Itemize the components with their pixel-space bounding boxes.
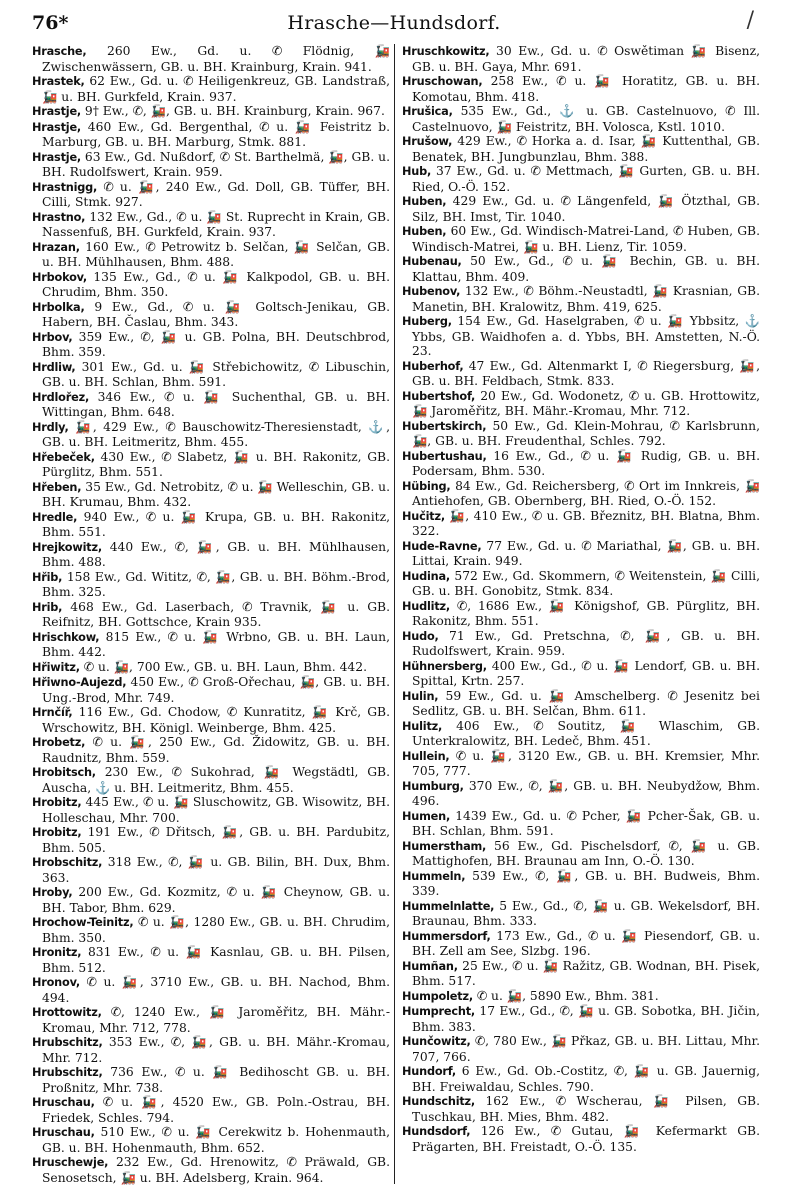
gazetteer-entry: [32, 540, 390, 570]
gazetteer-entry: [32, 300, 390, 330]
entry-headword: Hřebeček,: [32, 450, 95, 464]
entry-text: 468 Ew., Gd. Laserbach, ✆ Travnik, 🚂 u. GB. Reifnitz, BH. Gottschce, Krain 935.: [42, 599, 390, 629]
gazetteer-entry: [32, 735, 390, 765]
entry-headword: Hrottowitz,: [32, 1006, 102, 1019]
gazetteer-entry: [402, 1124, 760, 1154]
entry-text: 50 Ew., Gd. Klein-Mohrau, ✆ Karlsbrunn, 🚂, GB. u. BH. Freudenthal, Schles. 792.: [412, 418, 760, 448]
entry-text: 160 Ew., ✆ Petrowitz b. Selčan, 🚂 Selčan, GB. u. BH. Mühlhausen, Bhm. 488.: [42, 239, 390, 269]
entry-headword: Hundorf,: [402, 1065, 456, 1078]
gazetteer-entry: [402, 44, 760, 74]
entry-text: 173 Ew., Gd., ✆ u. 🚂 Piesendorf, GB. u. BH. Zell am See, Slzbg. 196.: [412, 928, 760, 958]
entry-text: 232 Ew., Gd. Hrenowitz, ✆ Präwald, GB. Senosetsch, 🚂 u. BH. Adelsberg, Krain. 964.: [42, 1155, 390, 1185]
entry-text: 35 Ew., Gd. Netrobitz, ✆ u. 🚂 Welleschin, GB. u. BH. Krumau, Bhm. 432.: [42, 479, 390, 509]
gazetteer-entry: [402, 449, 760, 479]
entry-text: 460 Ew., Gd. Bergenthal, ✆ u. 🚂 Feistritz b. Marburg, GB. u. BH. Marburg, Stmk. 881.: [42, 119, 390, 149]
gazetteer-entry: [32, 1155, 390, 1185]
entry-text: 430 Ew., ✆ Slabetz, 🚂 u. BH. Rakonitz, GB. Pürglitz, Bhm. 551.: [42, 449, 390, 479]
gazetteer-entry: [402, 164, 760, 194]
entry-text: 🚂, 429 Ew., ✆ Bauschowitz-Theresienstadt, ⚓, GB. u. BH. Leitmeritz, Bhm. 455.: [42, 419, 390, 449]
entry-text: 301 Ew., Gd. u. 🚂 Střebichowitz, ✆ Libuschin, GB. u. BH. Schlan, Bhm. 591.: [42, 359, 390, 389]
entry-text: 17 Ew., Gd., ✆, 🚂 u. GB. Sobotka, BH. Jičin, Bhm. 383.: [412, 1004, 760, 1034]
entry-text: 429 Ew., ✆ Horka a. d. Isar, 🚂 Kuttenthal, GB. Benatek, BH. Jungbunzlau, Bhm. 388.: [412, 134, 760, 164]
entry-headword: Hubertushau,: [402, 449, 487, 463]
entry-text: 132 Ew., ✆ Böhm.-Neustadtl, 🚂 Krasnian, GB. Manetin, BH. Kralowitz, Bhm. 419, 625.: [412, 284, 760, 314]
entry-headword: Huberg,: [402, 315, 452, 328]
entry-text: 63 Ew., Gd. Nußdorf, ✆ St. Barthelmä, 🚂, GB. u. BH. Rudolfswert, Krain. 959.: [42, 149, 390, 179]
gazetteer-entry: [32, 795, 390, 825]
entry-text: 126 Ew., ✆ Gutau, 🚂 Kefermarkt GB. Prägarten, BH. Freistadt, O.-Ö. 135.: [412, 1124, 760, 1154]
gazetteer-entry: [402, 314, 760, 359]
entry-headword: Hronov,: [32, 976, 80, 989]
gazetteer-entry: [402, 929, 760, 959]
gazetteer-entry: [32, 975, 390, 1005]
entry-headword: Hubertshof,: [402, 389, 476, 403]
gazetteer-entry: [402, 359, 760, 389]
gazetteer-entry: [32, 180, 390, 210]
gazetteer-entry: [32, 1005, 390, 1035]
entry-headword: Hunčowitz,: [402, 1035, 471, 1048]
entry-text: 71 Ew., Gd. Pretschna, ✆, 🚂, GB. u. BH. Rudolfswert, Krain. 959.: [412, 628, 760, 658]
entry-text: 450 Ew., ✆ Groß-Ořechau, 🚂, GB. u. BH. Ung.-Brod, Mhr. 749.: [42, 675, 390, 705]
entry-text: ✆ u. 🚂, 1280 Ew., GB. u. BH. Chrudim, Bhm. 350.: [42, 915, 390, 945]
entry-headword: Hučitz,: [402, 509, 445, 523]
gazetteer-entry: [32, 660, 390, 676]
entry-text: 🚂, 410 Ew., ✆ u. GB. Březnitz, BH. Blatna, Bhm. 322.: [412, 508, 760, 538]
entry-text: 50 Ew., Gd., ✆ u. 🚂 Bechin, GB. u. BH. Klattau, Bhm. 409.: [412, 254, 760, 284]
gazetteer-entry: [402, 689, 760, 719]
gazetteer-entry: [32, 1095, 390, 1125]
entry-headword: Hrochow-Teinitz,: [32, 916, 134, 929]
entry-text: ✆ u. 🚂, 4520 Ew., GB. Poln.-Ostrau, BH. Friedek, Schles. 794.: [42, 1095, 390, 1125]
gazetteer-entry: [402, 839, 760, 869]
column-divider: [394, 44, 395, 1184]
entry-text: 406 Ew., ✆ Soutitz, 🚂 Wlaschim, GB. Unterkralowitz, BH. Ledeč, Bhm. 451.: [412, 718, 760, 748]
gazetteer-entry: [402, 509, 760, 539]
gazetteer-entry: [32, 630, 390, 660]
entry-headword: Hrbov,: [32, 330, 73, 344]
right-column: [402, 44, 760, 1154]
entry-headword: Hulin,: [402, 689, 439, 703]
gazetteer-entry: [32, 420, 390, 450]
entry-text: 25 Ew., ✆ u. 🚂 Ražitz, GB. Wodnan, BH. Pisek, Bhm. 517.: [412, 958, 760, 988]
entry-headword: Hubenov,: [402, 285, 461, 298]
entry-text: 6 Ew., Gd. Ob.-Costitz, ✆, 🚂 u. GB. Jauernig, BH. Freiwaldau, Schles. 790.: [412, 1064, 760, 1094]
entry-text: 154 Ew., Gd. Haselgraben, ✆ u. 🚂 Ybbsitz, ⚓ Ybbs, GB. Waidhofen a. d. Ybbs, BH. Amstetten, N.-Ö. 23.: [412, 314, 760, 358]
entry-headword: Hummeln,: [402, 869, 466, 883]
entry-text: 1439 Ew., Gd. u. ✆ Pcher, 🚂 Pcher-Šak, GB. u. BH. Schlan, Bhm. 591.: [412, 808, 760, 838]
gazetteer-entry: [402, 659, 760, 689]
gazetteer-entry: [32, 885, 390, 915]
entry-text: 200 Ew., Gd. Kozmitz, ✆ u. 🚂 Cheynow, GB. u. BH. Tabor, Bhm. 629.: [42, 885, 390, 915]
gazetteer-entry: [402, 104, 760, 134]
gazetteer-entry: [32, 1125, 390, 1155]
entry-headword: Hřiwno-Aujezd,: [32, 676, 127, 689]
entry-text: 158 Ew., Gd. Wititz, ✆, 🚂, GB. u. BH. Böhm.-Brod, Bhm. 325.: [42, 569, 390, 599]
entry-headword: Hrbokov,: [32, 270, 87, 284]
entry-headword: Hrastje,: [32, 120, 81, 134]
gazetteer-entry: [402, 1004, 760, 1034]
entry-text: 77 Ew., Gd. u. ✆ Mariathal, 🚂, GB. u. BH. Littai, Krain. 949.: [412, 538, 760, 568]
entry-headword: Hrdlořez,: [32, 390, 90, 404]
entry-text: 440 Ew., ✆, 🚂, GB. u. BH. Mühlhausen, Bhm. 488.: [42, 539, 390, 569]
gazetteer-entry: [32, 570, 390, 600]
gazetteer-entry: [32, 74, 390, 104]
gazetteer-entry: [32, 765, 390, 795]
entry-text: 318 Ew., ✆, 🚂 u. GB. Bilin, BH. Dux, Bhm. 363.: [42, 855, 390, 885]
gazetteer-entry: [32, 915, 390, 945]
gazetteer-entry: [32, 330, 390, 360]
left-column: [32, 44, 390, 1185]
entry-headword: Hredle,: [32, 510, 78, 524]
entry-text: 258 Ew., ✆ u. 🚂 Horatitz, GB. u. BH. Komotau, Bhm. 418.: [412, 74, 760, 104]
entry-headword: Hruschkowitz,: [402, 45, 490, 58]
entry-text: 37 Ew., Gd. u. ✆ Mettmach, 🚂 Gurten, GB. u. BH. Ried, O.-Ö. 152.: [412, 164, 760, 194]
entry-text: 5 Ew., Gd., ✆, 🚂 u. GB. Wekelsdorf, BH. Braunau, Bhm. 333.: [412, 898, 760, 928]
entry-headword: Hudina,: [402, 569, 451, 583]
entry-text: 135 Ew., Gd., ✆ u. 🚂 Kalkpodol, GB. u. BH. Chrudim, Bhm. 350.: [42, 269, 390, 299]
gazetteer-entry: [32, 150, 390, 180]
entry-text: ✆ u. 🚂, 700 Ew., GB. u. BH. Laun, Bhm. 442.: [83, 659, 367, 674]
entry-headword: Hruschau,: [32, 1096, 95, 1109]
entry-headword: Huberhof,: [402, 359, 464, 373]
entry-text: ✆, 780 Ew., 🚂 Přkaz, GB. u. BH. Littau, Mhr. 707, 766.: [412, 1034, 760, 1064]
gazetteer-entry: [32, 450, 390, 480]
gazetteer-entry: [402, 74, 760, 104]
entry-text: 260 Ew., Gd. u. ✆ Flödnig, 🚂 Zwischenwässern, GB. u. BH. Krainburg, Krain. 941.: [42, 44, 390, 74]
entry-headword: Hundschitz,: [402, 1095, 476, 1108]
entry-headword: Humen,: [402, 809, 451, 823]
entry-text: 346 Ew., ✆ u. 🚂 Suchenthal, GB. u. BH. Wittingan, Bhm. 648.: [42, 389, 390, 419]
entry-headword: Hroby,: [32, 886, 73, 899]
entry-headword: Hrastnigg,: [32, 180, 98, 194]
entry-headword: Humpoletz,: [402, 989, 473, 1003]
entry-headword: Hrastno,: [32, 210, 86, 224]
gazetteer-entry: [32, 210, 390, 240]
entry-headword: Hruschewje,: [32, 1156, 109, 1169]
entry-headword: Hude-Ravne,: [402, 539, 482, 553]
entry-headword: Hrnčíř,: [32, 706, 73, 719]
entry-headword: Hub,: [402, 165, 432, 178]
entry-text: 940 Ew., ✆ u. 🚂 Krupa, GB. u. BH. Rakonitz, Bhm. 551.: [42, 509, 390, 539]
entry-text: 132 Ew., Gd., ✆ u. 🚂 St. Ruprecht in Krain, GB. Nassenfuß, BH. Gurkfeld, Krain. 937.: [42, 209, 390, 239]
entry-text: 572 Ew., Gd. Skommern, ✆ Weitenstein, 🚂 Cilli, GB. u. BH. Gonobitz, Stmk. 834.: [412, 568, 760, 598]
entry-text: 230 Ew., ✆ Sukohrad, 🚂 Wegstädtl, GB. Auscha, ⚓ u. BH. Leitmeritz, Bhm. 455.: [42, 765, 390, 795]
entry-headword: Hubenau,: [402, 255, 462, 268]
entry-text: ✆ u. 🚂, 250 Ew., Gd. Židowitz, GB. u. BH. Raudnitz, Bhm. 559.: [42, 735, 390, 765]
entry-text: 60 Ew., Gd. Windisch-Matrei-Land, ✆ Huben, GB. Windisch-Matrei, 🚂 u. BH. Lienz, Tir. 1059.: [412, 224, 760, 254]
entry-text: 736 Ew., ✆ u. 🚂 Bedihoscht GB. u. BH. Proßnitz, Mhr. 738.: [42, 1065, 390, 1095]
entry-text: 162 Ew., ✆ Wscherau, 🚂 Pilsen, GB. Tuschkau, BH. Mies, Bhm. 482.: [412, 1094, 760, 1124]
gazetteer-entry: [402, 1094, 760, 1124]
entry-text: 30 Ew., Gd. u. ✆ Oswětiman 🚂 Bisenz, GB. u. BH. Gaya, Mhr. 691.: [412, 44, 760, 74]
entry-headword: Hrobschitz,: [32, 856, 103, 869]
entry-headword: Hrastje,: [32, 150, 81, 164]
entry-headword: Hrubschitz,: [32, 1036, 103, 1049]
gazetteer-entry: [402, 959, 760, 989]
gazetteer-entry: [402, 134, 760, 164]
entry-text: 9† Ew., ✆, 🚂, GB. u. BH. Krainburg, Krain. 967.: [84, 104, 385, 118]
gazetteer-entry: [402, 479, 760, 509]
entry-text: 47 Ew., Gd. Altenmarkt I, ✆ Riegersburg, 🚂, GB. u. BH. Feldbach, Stmk. 833.: [412, 358, 760, 388]
gazetteer-entry: [402, 749, 760, 779]
gazetteer-entry: [402, 629, 760, 659]
entry-headword: Hrischkow,: [32, 630, 100, 644]
gazetteer-entry: [402, 194, 760, 224]
gazetteer-entry: [402, 389, 760, 419]
entry-headword: Hruschowan,: [402, 75, 483, 88]
entry-headword: Hrobitz,: [32, 826, 82, 839]
entry-headword: Hrasche,: [32, 45, 87, 58]
gazetteer-entry: [32, 855, 390, 885]
entry-headword: Hrib,: [32, 600, 63, 614]
gazetteer-entry: [402, 1064, 760, 1094]
page-header: [30, 8, 758, 38]
gazetteer-entry: [32, 825, 390, 855]
gazetteer-entry: [402, 254, 760, 284]
page-number: 76*: [32, 12, 69, 34]
entry-headword: Huben,: [402, 225, 447, 238]
entry-text: ✆ u. 🚂, 3710 Ew., GB. u. BH. Nachod, Bhm. 494.: [42, 975, 390, 1005]
gazetteer-entry: [402, 899, 760, 929]
entry-text: 20 Ew., Gd. Wodonetz, ✆ u. GB. Hrottowitz, 🚂 Jaroměřitz, BH. Mähr.-Kromau, Mhr. 712.: [412, 388, 760, 418]
gazetteer-entry: [402, 599, 760, 629]
corner-mark: /: [746, 8, 754, 33]
entry-headword: Hrobitsch,: [32, 766, 96, 779]
entry-headword: Hummelnlatte,: [402, 899, 495, 913]
entry-headword: Hübing,: [402, 479, 451, 493]
gazetteer-entry: [402, 989, 760, 1005]
entry-text: ✆ u. 🚂, 5890 Ew., Bhm. 381.: [476, 988, 659, 1003]
entry-headword: Hrdly,: [32, 420, 69, 434]
gazetteer-entry: [32, 120, 390, 150]
entry-text: 16 Ew., Gd., ✆ u. 🚂 Rudig, GB. u. BH. Podersam, Bhm. 530.: [412, 448, 760, 478]
entry-headword: Hruschau,: [32, 1126, 95, 1139]
entry-headword: Hronitz,: [32, 946, 82, 959]
entry-headword: Humñan,: [402, 959, 458, 973]
gazetteer-entry: [402, 779, 760, 809]
entry-headword: Hrobitz,: [32, 796, 82, 809]
gazetteer-entry: [402, 869, 760, 899]
gazetteer-entry: [402, 224, 760, 254]
gazetteer-entry: [32, 705, 390, 735]
gazetteer-entry: [402, 569, 760, 599]
entry-headword: Hrubschitz,: [32, 1066, 103, 1079]
gazetteer-entry: [32, 945, 390, 975]
gazetteer-entry: [32, 1065, 390, 1095]
entry-text: 191 Ew., ✆ Dřitsch, 🚂, GB. u. BH. Pardubitz, Bhm. 505.: [42, 825, 390, 855]
entry-headword: Hudo,: [402, 629, 439, 643]
entry-headword: Hrazan,: [32, 240, 80, 254]
gazetteer-entry: [402, 539, 760, 569]
entry-text: ✆ u. 🚂, 240 Ew., Gd. Doll, GB. Tüffer, BH. Cilli, Stmk. 927.: [42, 179, 390, 209]
entry-text: 510 Ew., ✆ u. 🚂 Cerekwitz b. Hohenmauth, GB. u. BH. Hohenmauth, Bhm. 652.: [42, 1125, 390, 1155]
gazetteer-entry: [32, 480, 390, 510]
entry-headword: Huben,: [402, 195, 447, 208]
entry-headword: Hrušica,: [402, 105, 453, 118]
entry-headword: Hřeben,: [32, 480, 82, 494]
gazetteer-entry: [32, 240, 390, 270]
entry-text: ✆, 1240 Ew., 🚂 Jaroměřitz, BH. Mähr.-Kromau, Mhr. 712, 778.: [42, 1005, 390, 1035]
entry-headword: Humburg,: [402, 779, 464, 793]
entry-headword: Hrbolka,: [32, 300, 85, 314]
entry-headword: Hubertskirch,: [402, 419, 487, 433]
entry-headword: Hundsdorf,: [402, 1125, 471, 1138]
gazetteer-entry: [402, 1034, 760, 1064]
gazetteer-entry: [32, 510, 390, 540]
entry-text: 9 Ew., Gd., ✆ u. 🚂 Goltsch-Jenikau, GB. Habern, BH. Časlau, Bhm. 343.: [42, 299, 390, 329]
gazetteer-entry: [32, 675, 390, 705]
entry-text: 359 Ew., ✆, 🚂 u. GB. Polna, BH. Deutschbrod, Bhm. 359.: [42, 329, 390, 359]
entry-headword: Hřiwitz,: [32, 660, 80, 674]
gazetteer-entry: [402, 284, 760, 314]
entry-text: 353 Ew., ✆, 🚂, GB. u. BH. Mähr.-Kromau, Mhr. 712.: [42, 1035, 390, 1065]
entry-text: ✆ u. 🚂, 3120 Ew., GB. u. BH. Kremsier, Mhr. 705, 777.: [412, 748, 760, 778]
entry-text: 84 Ew., Gd. Reichersberg, ✆ Ort im Innkreis, 🚂 Antiehofen, GB. Obernberg, BH. Ried, O.-Ö. 152.: [412, 478, 760, 508]
entry-headword: Hrobetz,: [32, 736, 86, 749]
entry-headword: Hrastje,: [32, 105, 81, 118]
entry-text: 831 Ew., ✆ u. 🚂 Kasnlau, GB. u. BH. Pilsen, Bhm. 512.: [42, 945, 390, 975]
entry-text: 370 Ew., ✆, 🚂, GB. u. BH. Neubydžow, Bhm. 496.: [412, 778, 760, 808]
entry-text: 815 Ew., ✆ u. 🚂 Wrbno, GB. u. BH. Laun, Bhm. 442.: [42, 629, 390, 659]
running-title: Hrasche—Hundsdorf.: [287, 12, 501, 34]
gazetteer-entry: [32, 390, 390, 420]
gazetteer-entry: [402, 719, 760, 749]
entry-text: 59 Ew., Gd. u. 🚂 Amschelberg. ✆ Jesenitz bei Sedlitz, GB. u. BH. Selčan, Bhm. 611.: [412, 688, 760, 718]
entry-headword: Humprecht,: [402, 1005, 476, 1018]
gazetteer-entry: [32, 44, 390, 74]
entry-text: 535 Ew., Gd., ⚓ u. GB. Castelnuovo, ✆ Ill. Castelnuovo, 🚂 Feistritz, BH. Volosca, Kstl. 1010.: [412, 104, 760, 134]
gazetteer-entry: [32, 270, 390, 300]
entry-text: ✆, 1686 Ew., 🚂 Königshof, GB. Pürglitz, BH. Rakonitz, Bhm. 551.: [412, 598, 760, 628]
entry-text: 539 Ew., ✆, 🚂, GB. u. BH. Budweis, Bhm. 339.: [412, 868, 760, 898]
entry-text: 56 Ew., Gd. Pischelsdorf, ✆, 🚂 u. GB. Mattighofen, BH. Braunau am Inn, O.-Ö. 130.: [412, 838, 760, 868]
entry-headword: Hühnersberg,: [402, 659, 487, 673]
gazetteer-entry: [32, 1035, 390, 1065]
entry-headword: Hudlitz,: [402, 599, 450, 613]
entry-headword: Hulitz,: [402, 719, 443, 733]
entry-text: 429 Ew., Gd. u. ✆ Längenfeld, 🚂 Ötzthal, GB. Silz, BH. Imst, Tir. 1040.: [412, 194, 760, 224]
gazetteer-entry: [402, 809, 760, 839]
entry-text: 116 Ew., Gd. Chodow, ✆ Kunratitz, 🚂 Krč, GB. Wrschowitz, BH. Königl. Weinberge, Bhm. 425.: [42, 705, 390, 735]
entry-text: 62 Ew., Gd. u. ✆ Heiligenkreuz, GB. Landstraß, 🚂 u. BH. Gurkfeld, Krain. 937.: [42, 74, 390, 104]
entry-text: 445 Ew., ✆ u. 🚂 Sluschowitz, GB. Wisowitz, BH. Holleschau, Mhr. 700.: [42, 795, 390, 825]
gazetteer-entry: [32, 360, 390, 390]
entry-headword: Hrušow,: [402, 135, 453, 148]
entry-headword: Hummersdorf,: [402, 929, 491, 943]
gazetteer-entry: [32, 104, 390, 120]
entry-headword: Humerstham,: [402, 839, 487, 853]
entry-text: 400 Ew., Gd., ✆ u. 🚂 Lendorf, GB. u. BH. Spittal, Krtn. 257.: [412, 658, 760, 688]
gazetteer-entry: [402, 419, 760, 449]
entry-headword: Hullein,: [402, 749, 450, 763]
entry-headword: Hřib,: [32, 570, 63, 584]
gazetteer-entry: [32, 600, 390, 630]
entry-headword: Hrejkowitz,: [32, 540, 102, 554]
entry-headword: Hrdliw,: [32, 360, 76, 374]
entry-headword: Hrastek,: [32, 75, 85, 88]
